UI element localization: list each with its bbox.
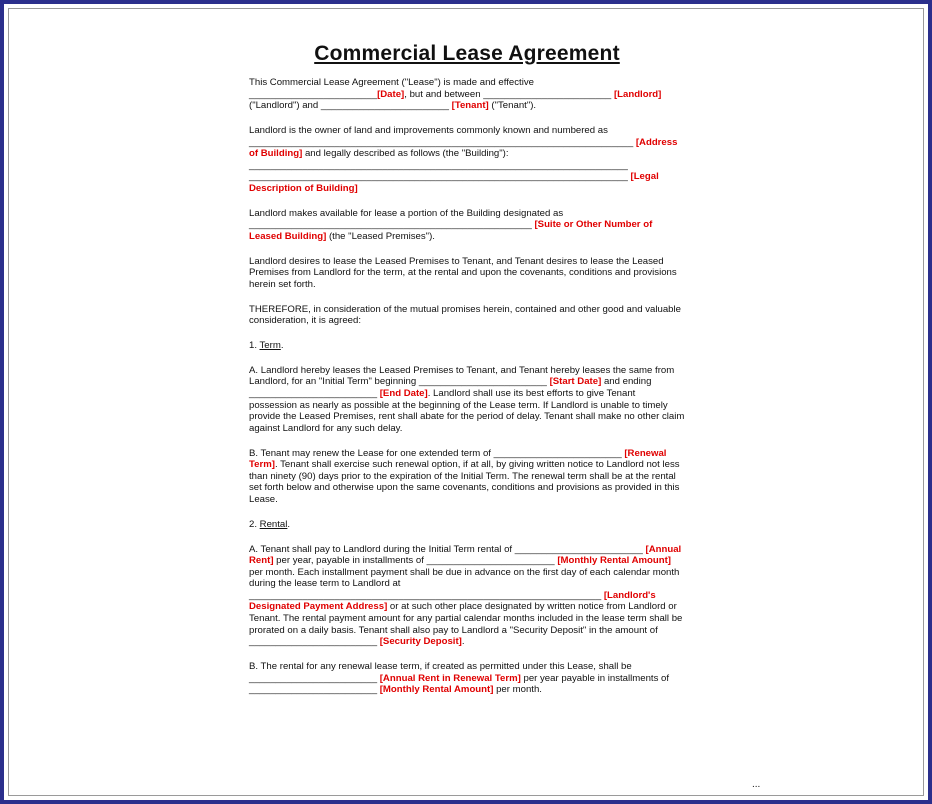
paragraph-rental-a [249,544,685,648]
paragraph-term-b [249,448,685,506]
body-text: 2. [249,518,260,530]
body-text: . [461,636,465,648]
blank-line: ________________________ [249,684,378,696]
document-page [249,40,685,709]
placeholder-field: [Renewal Term] [249,447,667,471]
document-body [249,77,685,696]
paragraph-desires [249,256,685,291]
body-text: . Landlord shall use its best efforts to give Tenant possession as nearly as possible at the beginning of the Lease term. If Landlord is unable to timely provide the Leased Premises, rent shall abate for the period of delay. Tenant shall make no other claim against Landlord for any such delay. [249,388,685,434]
body-text: per month. [493,684,542,696]
blank-line: _______________________________________________________________________ [249,159,628,171]
placeholder-field: [End Date] [379,388,428,399]
placeholder-field: [Suite or Other Number of Leased Building] [249,219,653,242]
paragraph-therefore [249,304,685,327]
placeholder-field: [Date] [377,88,405,100]
paragraph-rental-b [249,661,685,696]
body-text: per year, payable in installments of [273,555,427,567]
body-text: . [287,518,291,530]
paragraph-portion [249,208,685,243]
placeholder-field: [Address of Building] [249,136,678,160]
body-text: or at such other place designated by written notice from Landlord or Tenant. The rental payment amount for any partial calendar months included in the lease term shall be prorated on a daily basis. Tenant shall also pay to Landlord a "Security Deposit" in the amount of [249,601,683,636]
placeholder-field: [Landlord] [613,88,662,100]
paragraph-intro [249,77,685,112]
section-heading: Rental [259,518,288,530]
body-text: A. Landlord hereby leases the Leased Premises to Tenant, and Tenant hereby leases the same from Landlord, for an "Initial Term" beginning [249,364,675,388]
placeholder-field: [Annual Rent] [249,543,682,567]
page-title: Commercial Lease Agreement [314,42,620,65]
blank-line: ________________________________________________________________________ [249,136,634,148]
blank-line: ________________________ [249,88,378,100]
body-text: and legally described as follows (the "Building"): [302,148,509,160]
body-text: A. Tenant shall pay to Landlord during the Initial Term rental of [249,543,515,555]
body-text: ("Landlord") and [249,100,321,112]
paragraph-rental-head [249,519,685,531]
body-text: This Commercial Lease Agreement ("Lease") is made and effective [249,77,534,88]
paragraph-owner [249,125,685,195]
paragraph-term-head [249,340,685,352]
body-text: 1. [249,340,260,352]
blank-line: ________________________ [249,636,378,648]
placeholder-field: [Landlord's Designated Payment Address] [249,589,656,613]
blank-line: _____________________________________________________ [249,219,532,231]
placeholder-field: [Tenant] [451,100,489,112]
body-text: B. Tenant may renew the Lease for one extended term of [249,447,494,459]
blank-line: ________________________ [426,555,555,567]
body-text: . [280,340,284,352]
placeholder-field: [Legal Description of Building] [249,171,659,194]
body-text: per month. Each installment payment shall be due in advance on the first day of each calendar month during the lease term to Landlord at [249,566,680,590]
blank-line: ________________________ [483,88,612,100]
blank-line: ________________________ [320,100,449,112]
blank-line: __________________________________________________________________ [249,589,602,601]
placeholder-field: [Annual Rent in Renewal Term] [379,672,521,684]
body-text: , but and between [404,88,484,100]
blank-line: ________________________ [514,543,643,555]
body-text: and ending [601,376,652,388]
blank-line: ________________________ [249,672,378,684]
blank-line: _______________________________________________________________________ [249,171,628,183]
blank-line: ________________________ [493,447,622,459]
body-text: B. The rental for any renewal lease term, if created as permitted under this Lease, shall be [249,661,632,673]
blank-line: ________________________ [418,376,547,388]
placeholder-field: [Monthly Rental Amount] [379,684,494,696]
body-text: (the "Leased Premises"). [326,230,435,242]
blank-line: ________________________ [249,388,378,399]
body-text: Landlord is the owner of land and improvements commonly known and numbered as [249,124,608,136]
body-text: ("Tenant"). [488,100,537,112]
body-text: Landlord makes available for lease a portion of the Building designated as [249,207,564,219]
corner-marker: ... [752,779,761,790]
paragraph-term-a [249,365,685,435]
placeholder-field: [Security Deposit] [379,636,462,648]
body-text: per year payable in installments of [520,672,670,684]
body-text: . Tenant shall exercise such renewal option, if at all, by giving written notice to Landlord not less than ninety (90) days prior to the expiration of the Initial Term. The renewal term shall be at the rental set forth below and otherwise upon the same covenants, conditions and provisions as provided in this Lease. [249,459,680,505]
section-heading: Term [259,340,281,352]
body-text: Landlord desires to lease the Leased Premises to Tenant, and Tenant desires to lease the Leased Premises from Landlord for the term, at the rental and upon the covenants, conditions and provisions herein set forth. [249,255,677,290]
placeholder-field: [Start Date] [549,376,602,388]
placeholder-field: [Monthly Rental Amount] [557,555,671,567]
body-text: THEREFORE, in consideration of the mutual promises herein, contained and other good and valuable consideration, it is agreed: [249,303,681,327]
